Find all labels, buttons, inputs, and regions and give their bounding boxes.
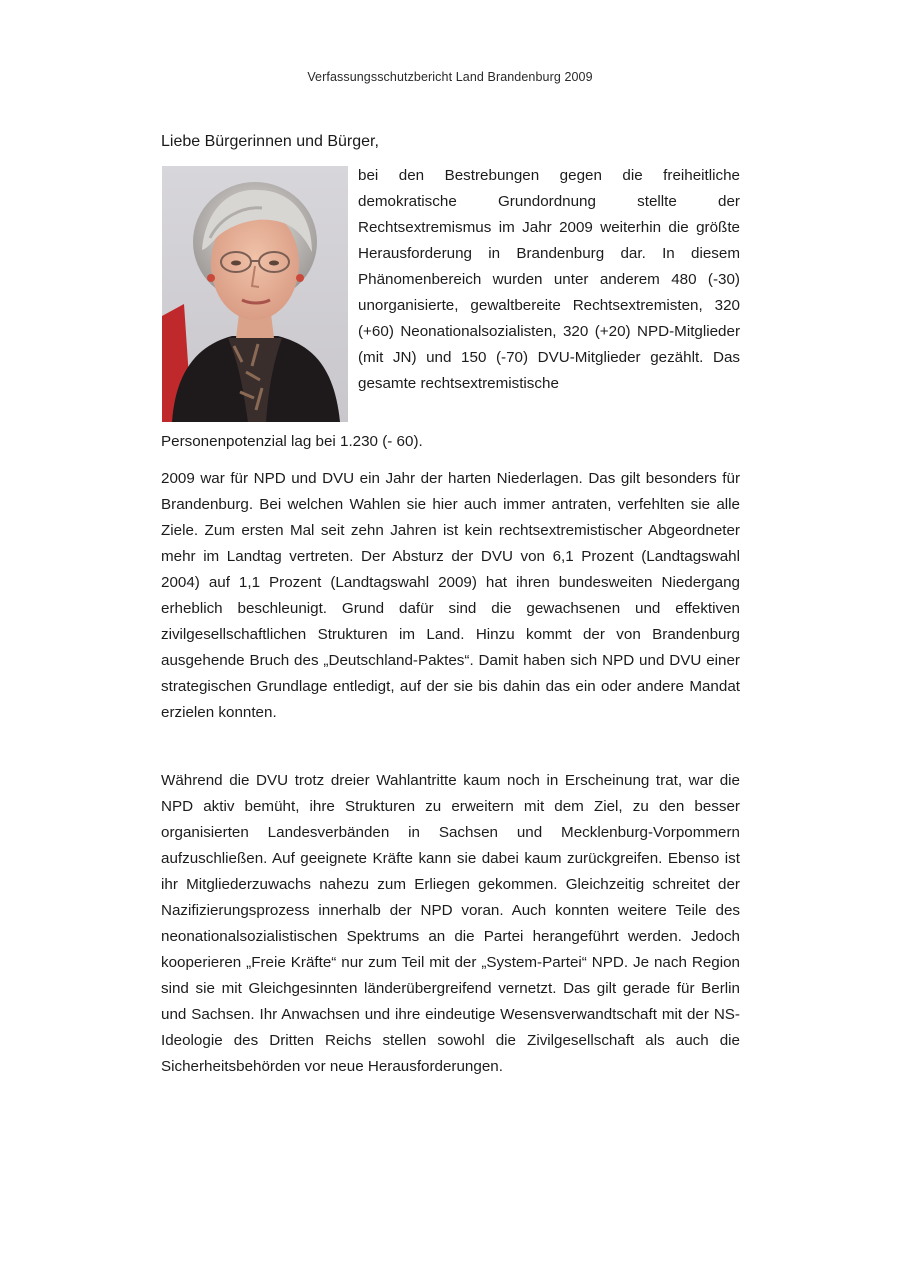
running-header: Verfassungsschutzbericht Land Brandenburg 2009 bbox=[307, 70, 593, 84]
intro-paragraph: bei den Bestrebungen gegen die freiheitliche demokratische Grundordnung stellte der Rechtsextremismus im Jahr 2009 weiterhin die größte Herausforderung in Brandenburg dar. In diesem Phänomenbereich wurden unter anderem 480 (-30) unorganisierte, gewaltbereite Rechtsextremisten, 320 (+60) Neonationalsozialisten, 320 (+20) NPD-Mitglieder (mit JN) und 150 (-70) DVU-Mitglieder gezählt. Das gesamte rechtsextremistische bbox=[358, 167, 740, 392]
salutation: Liebe Bürgerinnen und Bürger, bbox=[161, 133, 379, 150]
portrait-illustration bbox=[162, 166, 348, 422]
intro-paragraph-continuation: Personenpotenzial lag bei 1.230 (- 60). bbox=[161, 433, 423, 450]
body-paragraph-2: Während die DVU trotz dreier Wahlantritte kaum noch in Erscheinung trat, war die NPD aktiv bemüht, ihre Strukturen zu erweitern mit dem Ziel, zu den besser organisierten Landesverbänden in Sachsen und Mecklenburg-Vorpommern aufzuschließen. Auf geeignete Kräfte kann sie dabei kaum zurückgreifen. Ebenso ist ihr Mitgliederzuwachs nahezu zum Erliegen gekommen. Gleichzeitig schreitet der Nazifizierungsprozess innerhalb der NPD voran. Auch konnten weitere Teile des neonationalsozialistischen Spektrums an die Partei herangeführt werden. Jedoch kooperieren „Freie Kräfte“ nur zum Teil mit der „System-Partei“ NPD. Je nach Region sind sie mit Gleichgesinnten länderübergreifend vernetzt. Das gilt gerade für Berlin und Sachsen. Ihr Anwachsen und ihre eindeutige Wesensverwandtschaft mit der NS-Ideologie des Dritten Reichs stellen sowohl die Zivilgesellschaft als auch die Sicherheitsbehörden vor neue Herausforderungen. bbox=[161, 772, 740, 1075]
body-paragraph-1: 2009 war für NPD und DVU ein Jahr der harten Niederlagen. Das gilt besonders für Brandenburg. Bei welchen Wahlen sie hier auch immer antraten, verfehlten sie alle Ziele. Zum ersten Mal seit zehn Jahren ist kein rechtsextremistischer Abgeordneter mehr im Landtag vertreten. Der Absturz der DVU von 6,1 Prozent (Landtagswahl 2004) auf 1,1 Prozent (Landtagswahl 2009) hat ihren bundesweiten Niedergang erheblich beschleunigt. Grund dafür sind die gewachsenen und effektiven zivilgesellschaftlichen Strukturen im Land. Hinzu kommt der von Brandenburg ausgehende Bruch des „Deutschland-Paktes“. Damit haben sich NPD und DVU einer strategischen Grundlage entledigt, auf der sie bis dahin das ein oder andere Mandat erzielen konnten. bbox=[161, 470, 740, 721]
author-portrait bbox=[162, 166, 348, 422]
